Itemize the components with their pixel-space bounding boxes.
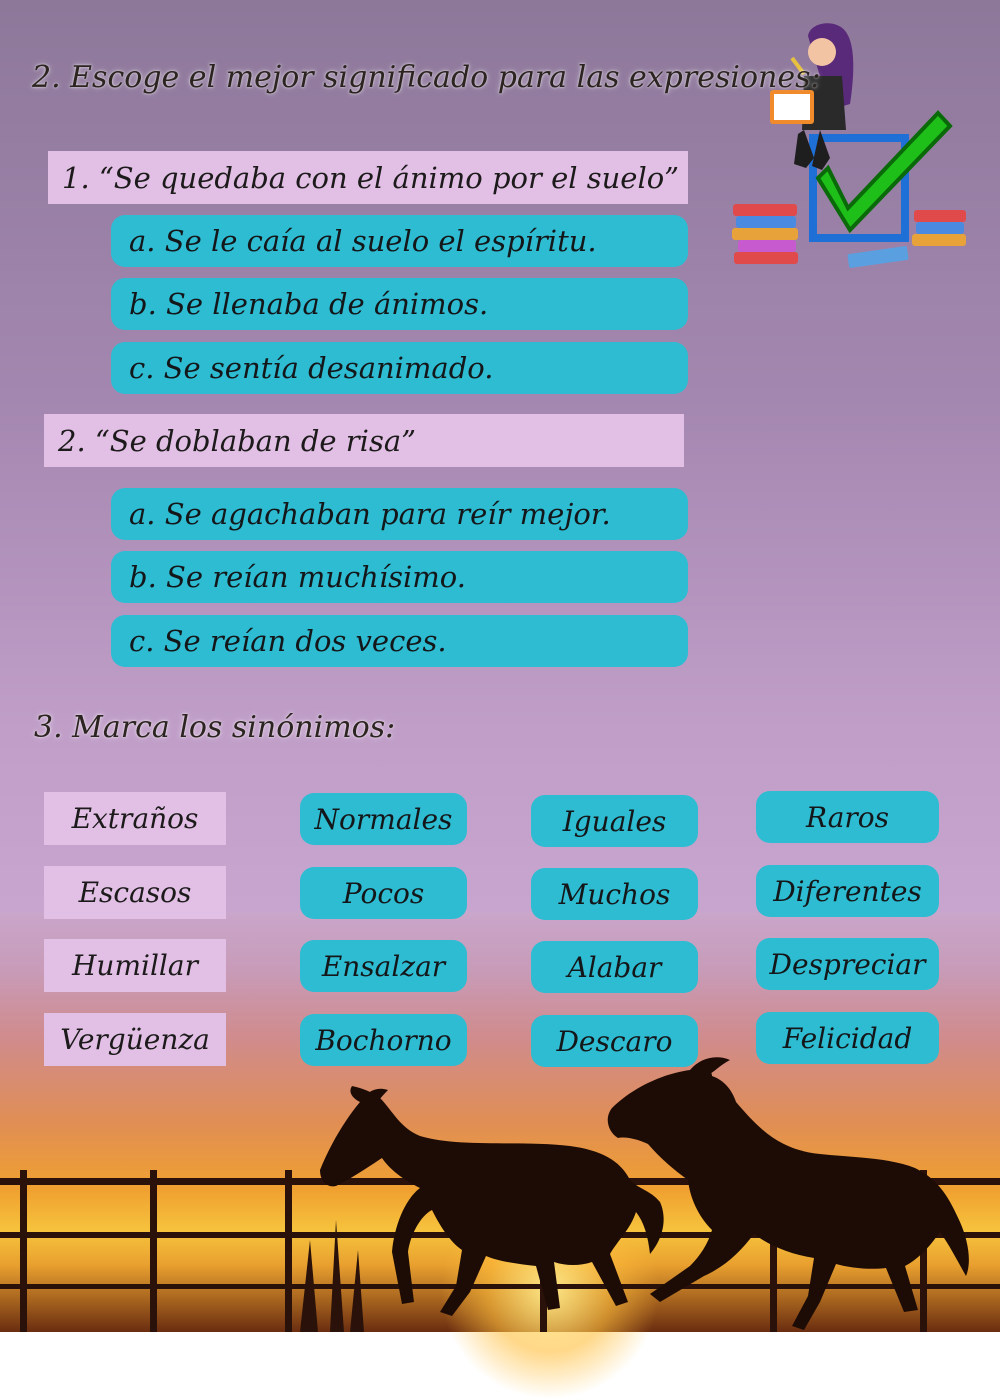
- row2-choice-3[interactable]: Diferentes: [756, 865, 939, 917]
- q1-option-c[interactable]: c. Se sentía desanimado.: [111, 342, 688, 394]
- q2-option-a[interactable]: a. Se agachaban para reír mejor.: [111, 488, 688, 540]
- row2-choice-1[interactable]: Pocos: [300, 867, 467, 919]
- q2-option-b[interactable]: b. Se reían muchísimo.: [111, 551, 688, 603]
- row4-choice-1[interactable]: Bochorno: [300, 1014, 467, 1066]
- horses-scene: [0, 1040, 1000, 1332]
- question-2-prompt: 2. “Se doblaban de risa”: [44, 414, 684, 467]
- section3-title: 3. Marca los sinónimos:: [34, 710, 396, 745]
- teacher-illustration: [718, 18, 968, 278]
- row3-choice-2[interactable]: Alabar: [531, 941, 698, 993]
- row4-choice-2[interactable]: Descaro: [531, 1015, 698, 1067]
- row1-choice-1[interactable]: Normales: [300, 793, 467, 845]
- row1-choice-2[interactable]: Iguales: [531, 795, 698, 847]
- synonym-word-3: Humillar: [44, 939, 226, 992]
- q2-option-c[interactable]: c. Se reían dos veces.: [111, 615, 688, 667]
- row4-choice-3[interactable]: Felicidad: [756, 1012, 939, 1064]
- question-1-prompt: 1. “Se quedaba con el ánimo por el suelo”: [48, 151, 688, 204]
- q1-option-a[interactable]: a. Se le caía al suelo el espíritu.: [111, 215, 688, 267]
- section2-title: 2. Escoge el mejor significado para las expresiones:: [32, 60, 821, 95]
- row1-choice-3[interactable]: Raros: [756, 791, 939, 843]
- horse-silhouette-icon: [320, 1057, 969, 1330]
- row2-choice-2[interactable]: Muchos: [531, 868, 698, 920]
- row3-choice-3[interactable]: Despreciar: [756, 938, 939, 990]
- synonym-word-4: Vergüenza: [44, 1013, 226, 1066]
- synonym-word-1: Extraños: [44, 792, 226, 845]
- synonym-word-2: Escasos: [44, 866, 226, 919]
- q1-option-b[interactable]: b. Se llenaba de ánimos.: [111, 278, 688, 330]
- row3-choice-1[interactable]: Ensalzar: [300, 940, 467, 992]
